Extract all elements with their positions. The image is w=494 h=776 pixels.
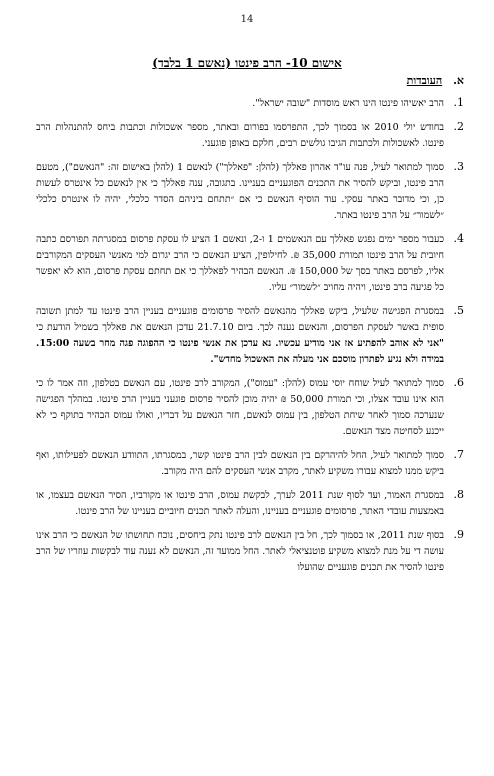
paragraph-7 xyxy=(36,448,464,480)
section-title: העובדות xyxy=(406,74,443,87)
facts-list xyxy=(36,88,464,576)
paragraph-1 xyxy=(36,96,464,112)
paragraph-plain-text: במסגרת הפגישה שלעיל, ביקש פאללך מהנאשם להסיר פרסומים פוגעניים בעניין הרב פינטו עד למתן תשובה סופית באשר לעסקת הפרסום, והנאשם נענה לכך. ביום 21.7.10 עדכן הנאשם את פאללך בשמיל הודעת כי xyxy=(36,306,444,333)
section-heading xyxy=(407,74,464,87)
paragraph-number: 3. xyxy=(453,160,464,173)
paragraph-4 xyxy=(36,232,464,296)
paragraph-8 xyxy=(36,488,464,520)
paragraph-text: בסוף שנת 2011, או בסמוך לכך, חל בין הנאשם לרב פינטו נתק ביחסים, נוכח תחושתו של הנאשם כי הרב אינו עושה די על מנת למצוא משקיע פוטנציאלי לאתר. החל ממועד זה, הנאשם לא נענה עוד לבקשות עוזריו של הרב פינטו להסיר את תכנים פוגעניים שהועלו xyxy=(36,530,445,573)
paragraph-text: סמוך למתואר לעיל שוחח יוסי עמוס (להלן: "עמוס"), המקורב לרב פינטו, עם הנאשם בטלפון, וזה אמר לו כי הוא אינו עובד אצלו, וכי תמורת 50,000 ₪ יהיה מוכן להסיר פרסום פוגעני בעניין הרב פינטו. במהלך הפגישה שנערכה סמוך לאחר שיחת הטלפון, בין עמוס לנאשם, חזר הנאשם על דבריו, ואולו עמוס הבהיר בתוקף כי לא ייכנע לסחיטה מצד הנאשם. xyxy=(36,378,444,437)
paragraph-5 xyxy=(36,304,464,368)
quoted-message: "אני לא אוהב להפתיע אז אני מודיע עכשיו. נא עדכן את אנשי פינטו כי ההפוגה פגה מחר בשעה 15:00. במידה ולא נגיע לפתרון מוסכם אני מעלה את האשכול מחדש". xyxy=(36,338,444,365)
paragraph-text: סמוך למתואר לעיל, החל להיהרקם בין הנאשם לבין הרב פינטו קשר, במסגרתו, התוודע הנאשם לפעילותו, ואף ביקש ממנו למצוא עבורו משקיע לאתר, מקרב אנשי העסקים להם היה מקורב. xyxy=(36,450,444,477)
paragraph-text: כעבור מספר ימים נפגש פאללך עם הנאשמים 1 ו-2, ונאשם 1 הציע לו עסקת פרסום במסגרתה תפורסם כתבה חיובית על הרב פינטו תמורת 35,000 ₪. לחילופין, הציע הנאשם כי הרב יגרום למי מאנשי העסקים המקורבים אליו, לפרסם באתר בסך של 150,000 ₪. הנאשם הבהיר לפאללך כי אם תחתם עסקת פרסום, הוא לא יאפשר כל פגיעה ברב פינטו, ויהיה מחויב ״לשמור״ עליו. xyxy=(36,234,445,293)
paragraph-text: הרב יאשיהו פינטו הינו ראש מוסדות "שובה ישראל". xyxy=(252,98,444,109)
paragraph-number: 1. xyxy=(453,96,464,109)
paragraph-text xyxy=(36,304,444,368)
paragraph-2 xyxy=(36,120,464,152)
paragraph-number: 5. xyxy=(453,304,464,317)
section-letter: א. xyxy=(453,74,464,87)
paragraph-3 xyxy=(36,160,464,224)
paragraph-text: בחודש יולי 2010 או בסמוך לכך, התפרסמו בפורום ובאתר, מספר אשכולות וכתבות ביחס להתנהלות הרב פינטו. לאשכולות ולכתבות הגיבו גולשים רבים, חלקם באופן פוגעני. xyxy=(36,122,444,149)
paragraph-number: 2. xyxy=(453,120,464,133)
paragraph-number: 9. xyxy=(453,528,464,541)
page-title: אישום 10- הרב פינטו (נאשם 1 בלבד) xyxy=(152,56,342,70)
paragraph-number: 7. xyxy=(453,448,464,461)
paragraph-number: 6. xyxy=(453,376,464,389)
paragraph-text: סמוך למתואר לעיל, פנה עו"ד אהרון פאללך (להלן: "פאללך") לנאשם 1 (להלן באישום זה: "הנאשם"), מטעם הרב פינטו, וביקש להסיר את התכנים הפוגעניים בעניינו. בתגובה, ענה פאללך כי אין לנאשם כל אינטרס לעשות כן, וכי מדובר באתר עסקי. עוד הוסיף הנאשם כי אם ״תתחם ביניהם הסדר כלכלי, יהיה לו אינטרס כלכלי ״לשמור״ על הרב פינטו באתר. xyxy=(36,162,444,221)
paragraph-text: במסגרת האמור, ועד לסוף שנת 2011 לערך, לבקשת עמוס, הרב פינטו או מקורביו, הסיר הנאשם בעצמו, או באמצעות עובדי האתר, פרסומים פוגעניים בעניינו, והעלה לאתר תכנים חיוביים בעניינו של הרב פינטו. xyxy=(36,490,444,517)
paragraph-number: 4. xyxy=(453,232,464,245)
paragraph-6 xyxy=(36,376,464,440)
paragraph-number: 8. xyxy=(453,488,464,501)
paragraph-9 xyxy=(36,528,464,576)
page-number: 14 xyxy=(240,14,254,25)
